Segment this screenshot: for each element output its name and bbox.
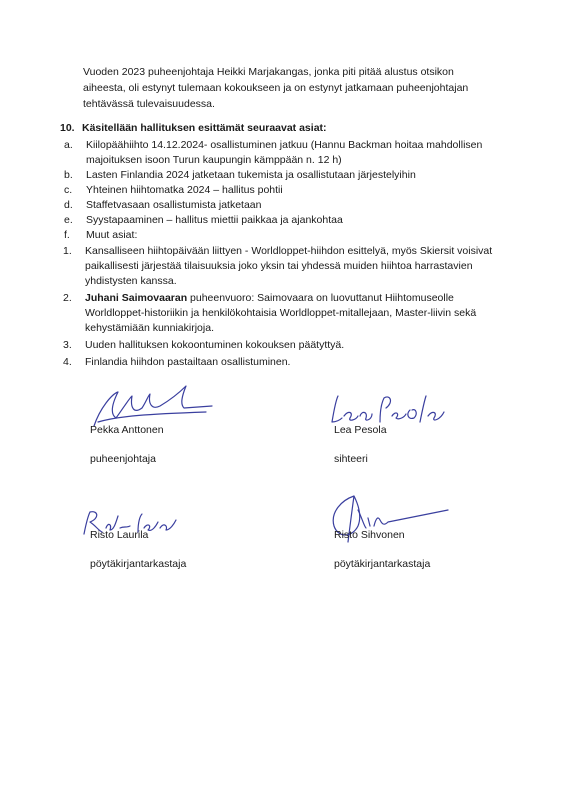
signer-name: Risto Sihvonen <box>334 529 405 541</box>
list-item: b. Lasten Finlandia 2024 jatketaan tukemista ja osallistutaan järjestelyihin <box>64 169 416 181</box>
list-item: e. Syystapaaminen – hallitus miettii paikkaa ja ajankohtaa <box>64 214 343 226</box>
list-item: d. Staffetvasaan osallistumista jatketaan <box>64 199 262 211</box>
list-item: a. Kiilopäähiihto 14.12.2024- osallistuminen jatkuu (Hannu Backman hoitaa mahdollisen majoituksen isoon Turun kaupungin kämppään n. 12 h) <box>64 139 483 166</box>
list-item: c. Yhteinen hiihtomatka 2024 – hallitus pohtii <box>64 184 283 196</box>
section-heading <box>60 121 500 136</box>
signer-role: sihteeri <box>334 453 368 465</box>
list-item: 3. Uuden hallituksen kokoontuminen kokouksen päätyttyä. <box>63 339 345 351</box>
signer-name: Pekka Anttonen <box>90 424 164 436</box>
list-item: 1. Kansalliseen hiihtopäivään liittyen - Worldloppet-hiihdon esittelyä, myös Skiersit voisivat paikallisesti järjestää tilaisuuksia joko yksin tai yhdessä muiden hiihtoa harrastavien yhdistysten kanssa. <box>63 245 493 287</box>
signer-name: Lea Pesola <box>334 424 387 436</box>
signature-block-secretary <box>334 423 387 466</box>
section-title: Käsitellään hallituksen esittämät seuraavat asiat: <box>82 122 327 134</box>
signer-role: puheenjohtaja <box>90 453 156 465</box>
agenda-list <box>60 138 500 243</box>
signature-block-examiner-1 <box>90 528 186 571</box>
list-item: 2. Juhani Saimovaaran puheenvuoro: Saimovaara on luovuttanut Hiihtomuseolle Worldloppet-historiikin ja henkilökohtaisia Worldloppet-mitallejaan, Master-liivin sekä kehystämiään kunniakirjoja. <box>63 292 477 334</box>
intro-paragraph: Vuoden 2023 puheenjohtaja Heikki Marjakangas, jonka piti pitää alustus otsikon aiheesta, oli estynyt tulemaan kokoukseen ja on estynyt jatkamaan puheenjohtajan tehtävässä tulevaisuudessa. <box>83 66 469 110</box>
other-matters-list <box>60 244 500 370</box>
section-number: 10. <box>60 122 75 134</box>
signer-name: Risto Laurila <box>90 529 149 541</box>
list-item: 4. Finlandia hiihdon pastailtaan osallistuminen. <box>63 356 291 368</box>
signature-block-chair <box>90 423 164 466</box>
signature-block-examiner-2 <box>334 528 430 571</box>
list-item: f. Muut asiat: <box>64 229 138 241</box>
signer-role: pöytäkirjantarkastaja <box>334 558 431 570</box>
section-10 <box>60 121 500 372</box>
signer-role: pöytäkirjantarkastaja <box>90 558 187 570</box>
